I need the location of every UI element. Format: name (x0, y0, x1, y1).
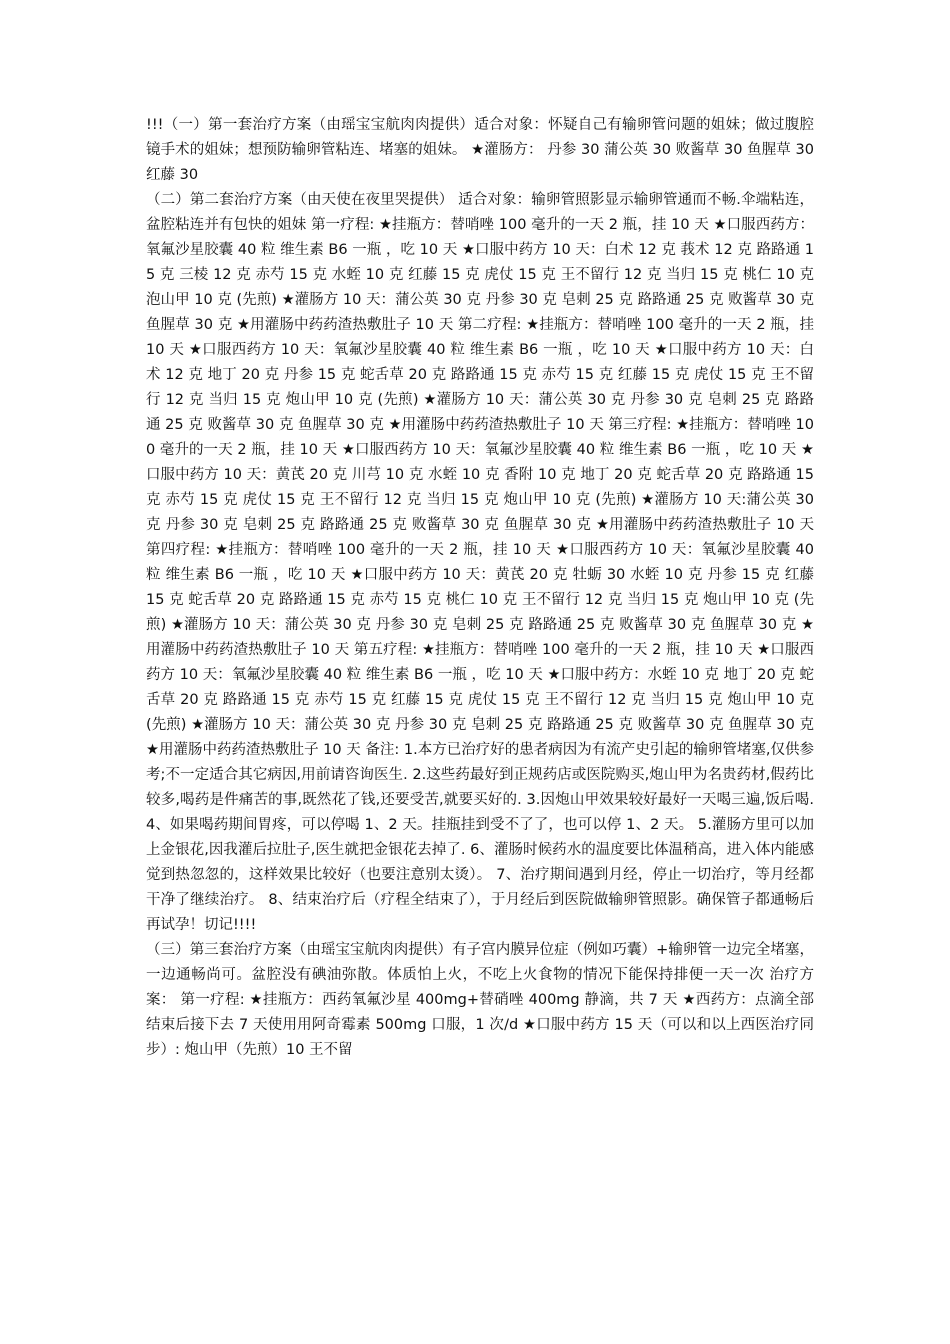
paragraph-plan-three: （三）第三套治疗方案（由瑶宝宝航肉肉提供）有子宫内膜异位症（例如巧囊）+输卵管一边完全堵塞，一边通畅尚可。盆腔没有碘油弥散。体质怕上火，不吃上火食物的情况下能保持排便一天一次 治疗方案： 第一疗程: ★挂瓶方：西药氧氟沙星 400mg+替硝唑 400mg 静滴，共 7 天 ★西药方：点滴全部结束后接下去 7 天使用用阿奇霉素 500mg 口服，1 次/d ★口服中药方 15 天（可以和以上西医治疗同步）: 炮山甲（先煎）10 王不留 (146, 942, 814, 1058)
paragraph-plan-one: !!!（一）第一套治疗方案（由瑶宝宝航肉肉提供）适合对象：怀疑自己有输卵管问题的姐妹；做过腹腔镜手术的姐妹；想预防输卵管粘连、堵塞的姐妹。 ★灌肠方： 丹参 30 蒲公英 30 败酱草 30 鱼腥草 30 红藤 30 (146, 117, 814, 183)
document-body (146, 113, 814, 1063)
paragraph-plan-two: （二）第二套治疗方案（由天使在夜里哭提供） 适合对象：输卵管照影显示输卵管通而不畅.伞端粘连，盆腔粘连并有包快的姐妹 第一疗程: ★挂瓶方：替哨唑 100 毫升的一天 2 瓶，挂 10 天 ★口服西药方：氧氟沙星胶囊 40 粒 维生素 B6 一瓶 ，吃 10 天 ★口服中药方 10 天：白术 12 克 莪术 12 克 路路通 15 克 三棱 12 克 赤芍 15 克 水蛭 10 克 红藤 15 克 虎仗 15 克 王不留行 12 克 当归 15 克 桃仁 10 克 泡山甲 10 克 (先煎) ★灌肠方 10 天：蒲公英 30 克 丹参 30 克 皂刺 25 克 路路通 25 克 败酱草 30 克 鱼腥草 30 克 ★用灌肠中药药渣热敷肚子 10 天 第二疗程: ★挂瓶方：替哨唑 100 毫升的一天 2 瓶，挂 10 天 ★口服西药方 10 天：氧氟沙星胶囊 40 粒 维生素 B6 一瓶 ，吃 10 天 ★口服中药方 10 天：白术 12 克 地丁 20 克 丹参 15 克 蛇舌草 20 克 路路通 15 克 赤芍 15 克 红藤 15 克 虎仗 15 克 王不留行 12 克 当归 15 克 炮山甲 10 克 (先煎) ★灌肠方 10 天：蒲公英 30 克 丹参 30 克 皂刺 25 克 路路通 25 克 败酱草 30 克 鱼腥草 30 克 ★用灌肠中药药渣热敷肚子 10 天 第三疗程: ★挂瓶方：替哨唑 100 毫升的一天 2 瓶，挂 10 天 ★口服西药方 10 天：氧氟沙星胶囊 40 粒 维生素 B6 一瓶 ，吃 10 天 ★口服中药方 10 天：黄芪 20 克 川芎 10 克 水蛭 10 克 香附 10 克 地丁 20 克 蛇舌草 20 克 路路通 15 克 赤芍 15 克 虎仗 15 克 王不留行 12 克 当归 15 克 炮山甲 10 克 (先煎) ★灌肠方 10 天:蒲公英 30 克 丹参 30 克 皂刺 25 克 路路通 25 克 败酱草 30 克 鱼腥草 30 克 ★用灌肠中药药渣热敷肚子 10 天 第四疗程: ★挂瓶方：替哨唑 100 毫升的一天 2 瓶，挂 10 天 ★口服西药方 10 天：氧氟沙星胶囊 40 粒 维生素 B6 一瓶 ，吃 10 天 ★口服中药方 10 天：黄芪 20 克 牡蛎 30 水蛭 10 克 丹参 15 克 红藤 15 克 蛇舌草 20 克 路路通 15 克 赤芍 15 克 桃仁 10 克 王不留行 12 克 当归 15 克 炮山甲 10 克 (先煎) ★灌肠方 10 天：蒲公英 30 克 丹参 30 克 皂刺 25 克 路路通 25 克 败酱草 30 克 鱼腥草 30 克 ★用灌肠中药药渣热敷肚子 10 天 第五疗程: ★挂瓶方：替哨唑 100 毫升的一天 2 瓶，挂 10 天 ★口服西药方 10 天：氧氟沙星胶囊 40 粒 维生素 B6 一瓶 ，吃 10 天 ★口服中药方：水蛭 10 克 地丁 20 克 蛇舌草 20 克 路路通 15 克 赤芍 15 克 红藤 15 克 虎仗 15 克 王不留行 12 克 当归 15 克 炮山甲 10 克 (先煎) ★灌肠方 10 天：蒲公英 30 克 丹参 30 克 皂刺 25 克 路路通 25 克 败酱草 30 克 鱼腥草 30 克 ★用灌肠中药药渣热敷肚子 10 天 备注: 1.本方已治疗好的患者病因为有流产史引起的输卵管堵塞,仅供参考;不一定适合其它病因,用前请咨询医生. 2.这些药最好到正规药店或医院购买,炮山甲为名贵药材,假药比较多,喝药是件痛苦的事,既然花了钱,还要受苦,就要买好的. 3.因炮山甲效果较好最好一天喝三遍,饭后喝. 4、如果喝药期间胃疼，可以停喝 1、2 天。挂瓶挂到受不了了，也可以停 1、2 天。 5.灌肠方里可以加上金银花,因我灌后拉肚子,医生就把金银花去掉了. 6、灌肠时候药水的温度要比体温稍高，进入体内能感觉到热忽忽的，这样效果比较好（也要注意别太烫）。 7、治疗期间遇到月经，停止一切治疗，等月经都干净了继续治疗。 8、结束治疗后（疗程全结束了），于月经后到医院做输卵管照影。确保管子都通畅后再试孕！切记!!!! (146, 192, 814, 933)
